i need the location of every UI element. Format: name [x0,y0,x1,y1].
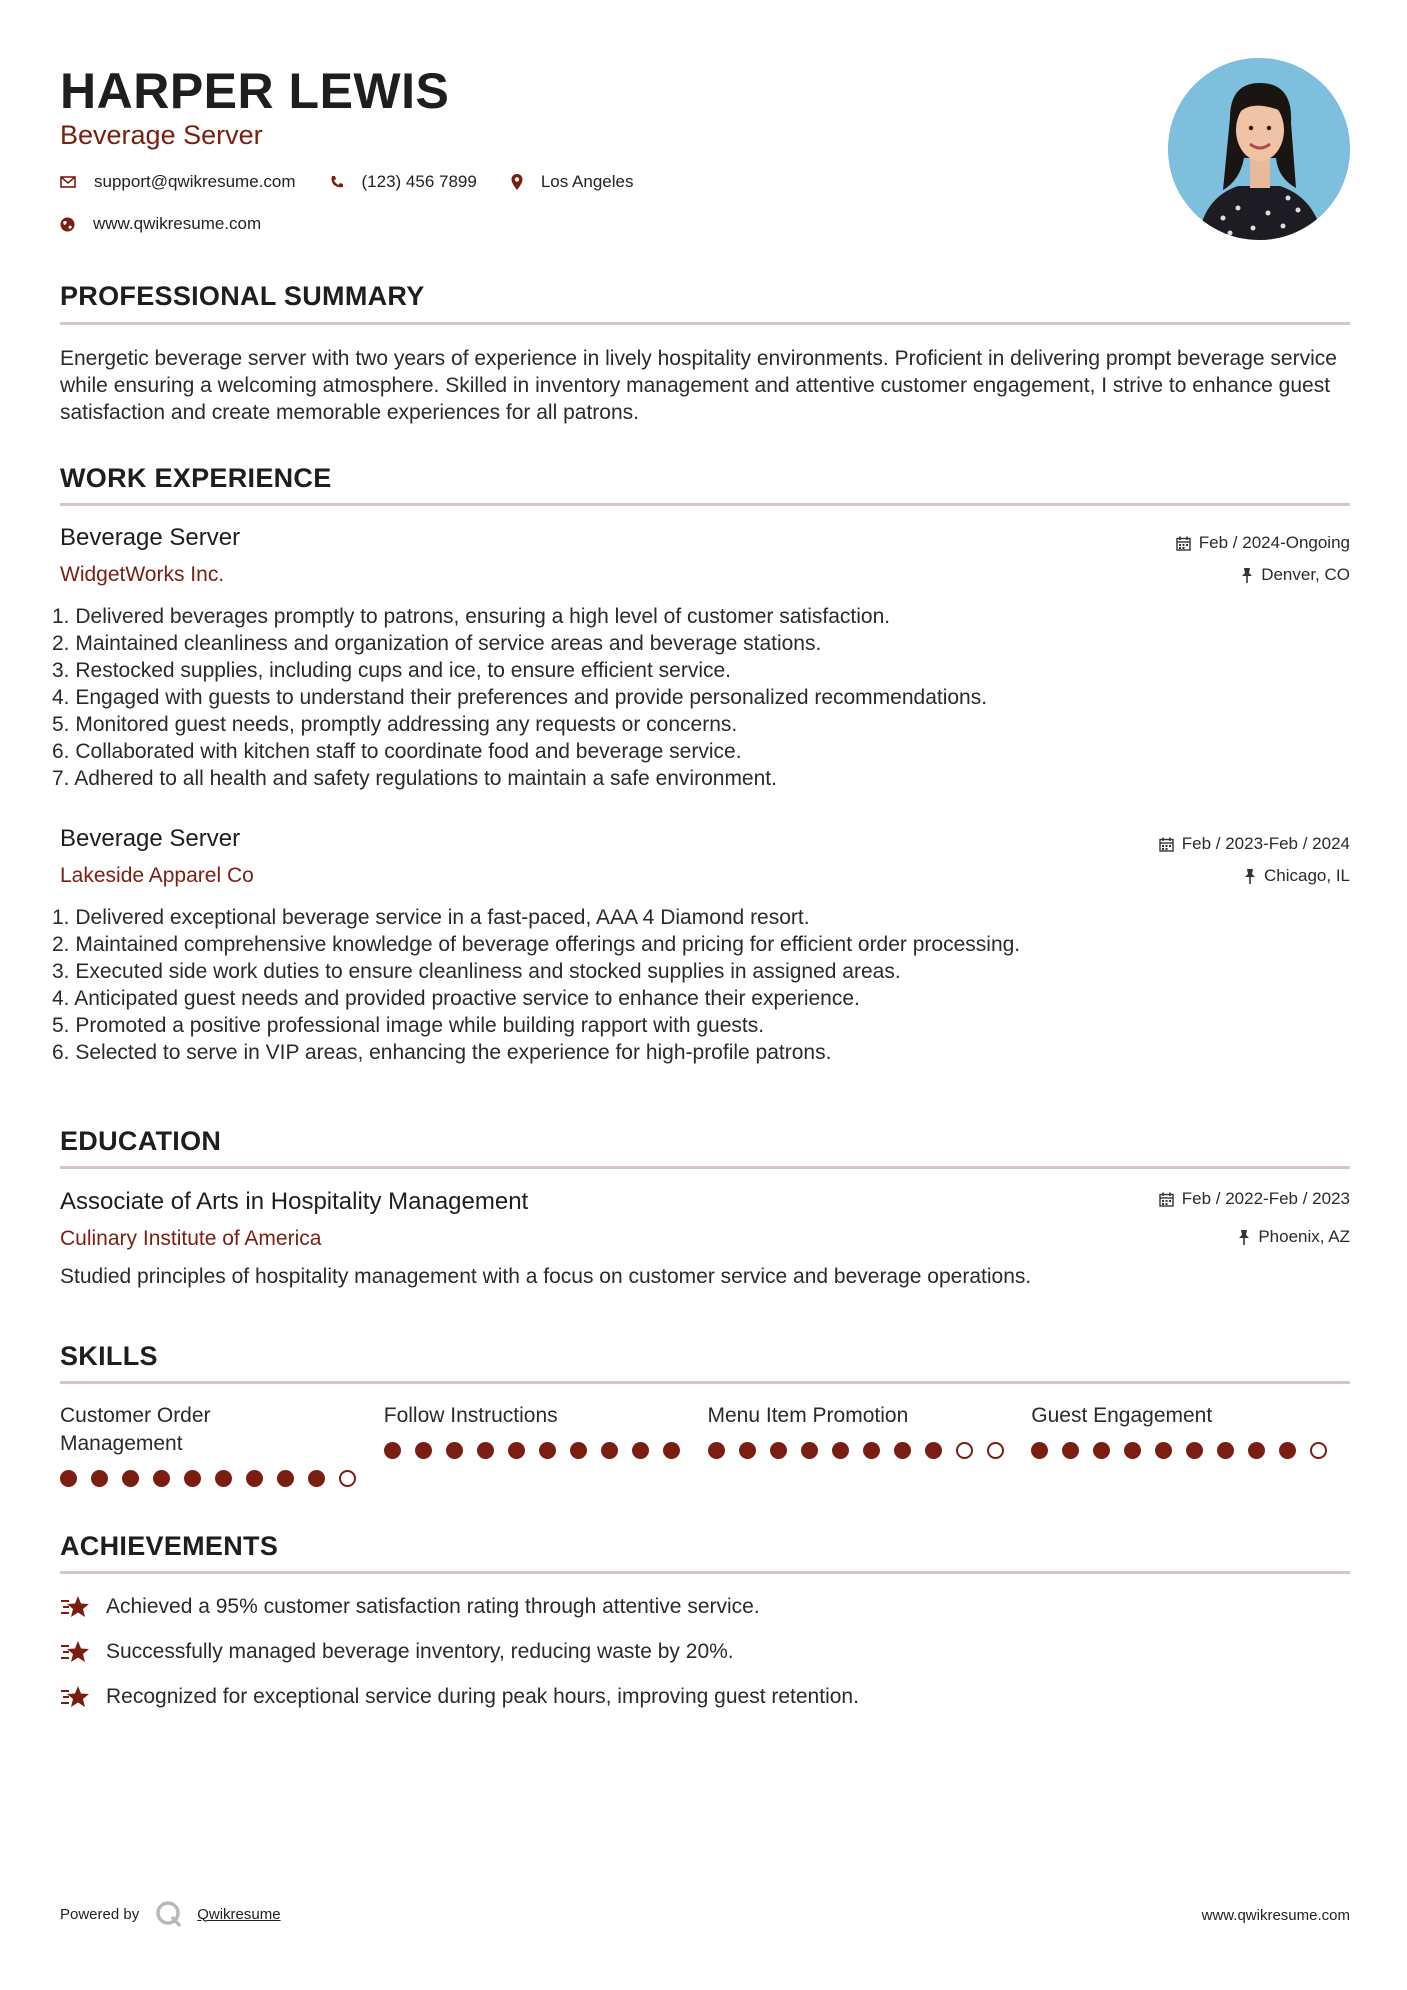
rating-dot-filled [508,1442,525,1459]
contact-row [60,172,667,192]
section-divider [60,503,1350,506]
rating-dot-empty [987,1442,1004,1459]
skills-grid [60,1402,1355,1487]
list-item: 4. Engaged with guests to understand their preferences and provide personalized recommendations. [52,686,988,709]
location-text: Phoenix, AZ [1258,1227,1350,1246]
contact-email[interactable] [60,172,296,192]
skill-item [384,1402,708,1487]
job-duties-list [52,603,1342,792]
skill-name: Menu Item Promotion [707,1404,909,1427]
rating-dot-filled [1062,1442,1079,1459]
achievements-title: ACHIEVEMENTS [60,1531,279,1561]
pushpin-icon [1238,1230,1250,1245]
calendar-icon [1176,536,1191,551]
achievement-text: Achieved a 95% customer satisfaction rating through attentive service. [106,1595,760,1618]
summary-text: Energetic beverage server with two years of experience in lively hospitality environments. Proficient in delivering prompt beverage service while ensuring a welcoming atmosphere. Skilled in inventory management and attentive customer engagement, I strive to enhance guest satisfaction and create memorable experiences for all patrons. [60,347,1337,424]
rating-dot-filled [446,1442,463,1459]
rating-dot-filled [708,1442,725,1459]
rating-dot-filled [1093,1442,1110,1459]
brand-link[interactable]: Qwikresume [197,1905,281,1923]
rating-dot-filled [801,1442,818,1459]
calendar-icon [1159,837,1174,852]
skill-rating [708,1442,1032,1459]
qwikresume-logo-icon [155,1900,183,1928]
rating-dot-filled [122,1470,139,1487]
rating-dot-filled [215,1470,232,1487]
list-item: 5. Promoted a positive professional image while building rapport with guests. [52,1014,765,1037]
rating-dot-filled [863,1442,880,1459]
calendar-icon [1159,1192,1174,1207]
skill-rating [384,1442,708,1459]
rating-dot-filled [894,1442,911,1459]
section-divider [60,322,1350,325]
education-description: Studied principles of hospitality management with a focus on customer service and beverage operations. [60,1265,1032,1288]
dates-text: Feb / 2022-Feb / 2023 [1181,1189,1350,1208]
job-location [1241,565,1350,585]
location-text: Denver, CO [1261,565,1350,584]
section-divider [60,1166,1350,1169]
education-title: EDUCATION [60,1126,222,1156]
job-dates [1176,533,1350,553]
list-item: 7. Adhered to all health and safety regulations to maintain a safe environment. [52,767,777,790]
footer-powered-by [60,1900,281,1928]
job-location [1244,866,1350,886]
rating-dot-filled [415,1442,432,1459]
rating-dot-empty [956,1442,973,1459]
list-item: 3. Executed side work duties to ensure cleanliness and stocked supplies in assigned areas. [52,960,901,983]
rating-dot-filled [925,1442,942,1459]
website-text: www.qwikresume.com [93,214,262,233]
profile-photo [1168,58,1350,240]
job-dates [1159,834,1350,854]
rating-dot-filled [184,1470,201,1487]
rating-dot-empty [339,1470,356,1487]
rating-dot-filled [60,1470,77,1487]
star-award-icon [60,1640,90,1664]
skill-item [708,1402,1032,1487]
achievement-text: Recognized for exceptional service during peak hours, improving guest retention. [106,1685,859,1708]
rating-dot-filled [739,1442,756,1459]
rating-dot-filled [1279,1442,1296,1459]
rating-dot-filled [1155,1442,1172,1459]
list-item: 1. Delivered beverages promptly to patrons, ensuring a high level of customer satisfaction. [52,605,891,628]
education-dates [1159,1189,1350,1209]
location-text: Los Angeles [540,172,634,191]
list-item: 2. Maintained cleanliness and organization of service areas and beverage stations. [52,632,822,655]
list-item: 1. Delivered exceptional beverage service in a fast-paced, AAA 4 Diamond resort. [52,906,810,929]
rating-dot-filled [601,1442,618,1459]
phone-text: (123) 456 7899 [361,172,477,191]
rating-dot-filled [477,1442,494,1459]
section-divider [60,1571,1350,1574]
rating-dot-filled [1248,1442,1265,1459]
contact-location [511,172,634,192]
email-text: support@qwikresume.com [94,172,296,191]
contact-phone[interactable] [330,172,477,192]
contact-row-web [60,214,295,234]
candidate-name: HARPER LEWIS [60,63,450,119]
job-title: Beverage Server [60,524,241,551]
skill-item [60,1402,384,1487]
location-pin-icon [511,174,523,190]
rating-dot-filled [308,1470,325,1487]
rating-dot-empty [1310,1442,1327,1459]
achievement-item [60,1685,859,1709]
job-duties-list [52,904,1342,1066]
list-item: 6. Collaborated with kitchen staff to coordinate food and beverage service. [52,740,742,763]
skills-title: SKILLS [60,1341,158,1371]
skill-rating [1031,1442,1355,1459]
rating-dot-filled [246,1470,263,1487]
summary-title: PROFESSIONAL SUMMARY [60,281,425,311]
rating-dot-filled [384,1442,401,1459]
degree-title: Associate of Arts in Hospitality Management [60,1188,529,1215]
contact-website[interactable] [60,214,261,234]
star-award-icon [60,1595,90,1619]
location-text: Chicago, IL [1264,866,1350,885]
list-item: 2. Maintained comprehensive knowledge of beverage offerings and pricing for efficient order processing. [52,933,1021,956]
rating-dot-filled [770,1442,787,1459]
pushpin-icon [1241,568,1253,583]
achievement-item [60,1595,760,1619]
company-name: Lakeside Apparel Co [60,864,254,887]
rating-dot-filled [1124,1442,1141,1459]
rating-dot-filled [1186,1442,1203,1459]
list-item: 5. Monitored guest needs, promptly addressing any requests or concerns. [52,713,738,736]
rating-dot-filled [1217,1442,1234,1459]
rating-dot-filled [91,1470,108,1487]
job-title: Beverage Server [60,825,241,852]
skill-item [1031,1402,1355,1487]
company-name: WidgetWorks Inc. [60,563,225,586]
powered-by-label: Powered by [60,1905,140,1923]
rating-dot-filled [1031,1442,1048,1459]
list-item: 3. Restocked supplies, including cups and ice, to ensure efficient service. [52,659,731,682]
rating-dot-filled [153,1470,170,1487]
list-item: 6. Selected to serve in VIP areas, enhancing the experience for high-profile patrons. [52,1041,832,1064]
list-item: 4. Anticipated guest needs and provided proactive service to enhance their experience. [52,987,860,1010]
skill-name: Guest Engagement [1031,1404,1213,1427]
star-award-icon [60,1685,90,1709]
school-name: Culinary Institute of America [60,1227,322,1250]
rating-dot-filled [632,1442,649,1459]
dates-text: Feb / 2024-Ongoing [1198,533,1350,552]
achievement-text: Successfully managed beverage inventory, reducing waste by 20%. [106,1640,734,1663]
mail-icon [60,176,76,188]
pushpin-icon [1244,869,1256,884]
skill-name: Follow Instructions [383,1404,558,1427]
rating-dot-filled [570,1442,587,1459]
phone-icon [330,175,344,189]
skill-rating [60,1470,384,1487]
section-divider [60,1381,1350,1384]
education-location [1238,1227,1350,1247]
footer-website[interactable]: www.qwikresume.com [1201,1907,1350,1924]
achievement-item [60,1640,734,1664]
rating-dot-filled [277,1470,294,1487]
skill-name: Customer Order Management [60,1404,211,1455]
globe-icon [60,217,75,232]
dates-text: Feb / 2023-Feb / 2024 [1181,834,1350,853]
rating-dot-filled [663,1442,680,1459]
experience-title: WORK EXPERIENCE [60,463,332,493]
rating-dot-filled [832,1442,849,1459]
rating-dot-filled [539,1442,556,1459]
candidate-role: Beverage Server [60,120,263,150]
